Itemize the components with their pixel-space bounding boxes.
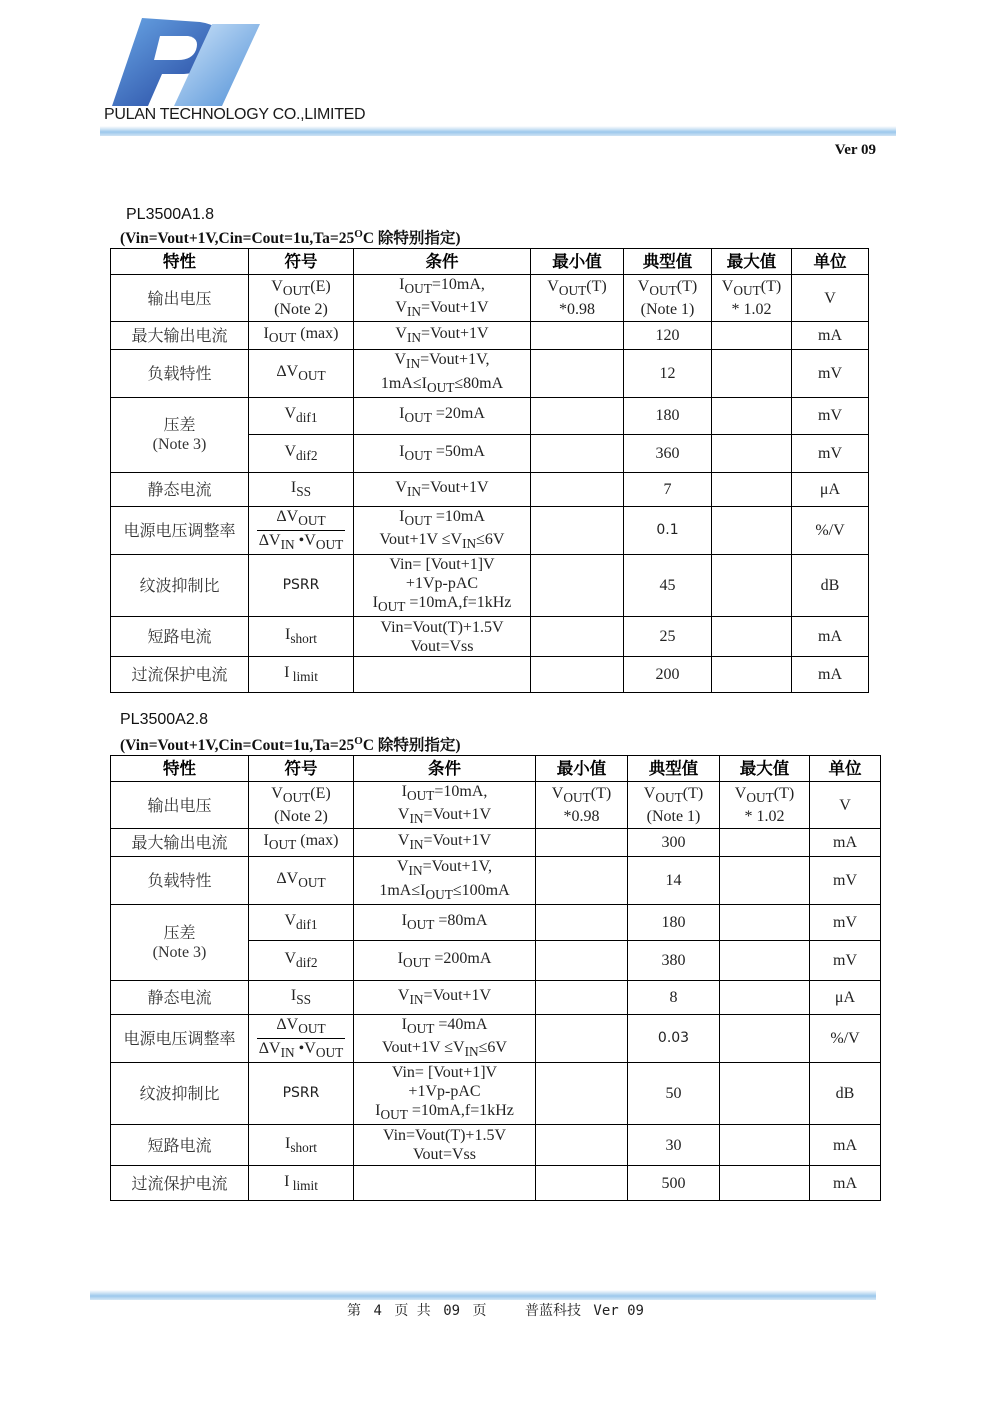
param-name: 输出电压 (111, 275, 249, 322)
typ-value: 180 (628, 904, 720, 940)
col-header: 单位 (810, 756, 881, 782)
min-value: $V_{OUT}(T)$ *0.98 (536, 782, 628, 829)
table-row (111, 350, 869, 397)
min-value (536, 904, 628, 940)
param-name: 负载特性 (111, 857, 249, 904)
col-header: 典型值 (624, 249, 712, 275)
condition: Vin=Vout(T)+1.5V Vout=Vss (354, 617, 531, 657)
condition: Vin= [Vout+1]V +1Vp-pAC $I_{OUT} =10mA,f=1kHz$ (354, 1063, 536, 1125)
param-name: 短路电流 (111, 1125, 249, 1166)
min-value (531, 434, 624, 472)
unit: %/V (810, 1014, 881, 1062)
table-row (111, 657, 869, 693)
max-value (712, 434, 792, 472)
col-header: 符号 (249, 756, 354, 782)
col-header: 单位 (792, 249, 869, 275)
min-value (536, 857, 628, 904)
table-row (111, 1063, 881, 1125)
typ-value: 50 (628, 1063, 720, 1125)
fraction: $\frac{\Delta V_{OUT}}{\Delta V_{IN} •V_{OUT}}$ (258, 1015, 344, 1061)
table-row (111, 980, 881, 1014)
param-name: 压差 (Note 3) (111, 397, 249, 472)
min-value (536, 1014, 628, 1062)
typ-value: 30 (628, 1125, 720, 1166)
condition: $V_{IN}=Vout+1V$, $1mA\le I_{OUT}\le 100mA$ (354, 857, 536, 904)
symbol: $I_{SS}$ (249, 980, 354, 1014)
param-name: 短路电流 (111, 617, 249, 657)
param-name: 过流保护电流 (111, 1166, 249, 1201)
typ-value: 500 (628, 1166, 720, 1201)
max-value (712, 657, 792, 693)
unit: mV (810, 904, 881, 940)
typ-value: 7 (624, 472, 712, 506)
col-header: 最大值 (712, 249, 792, 275)
symbol: $V_{dif1}$ (249, 397, 354, 434)
typ-value: 0.03 (628, 1014, 720, 1062)
table-row (111, 617, 869, 657)
condition: $V_{IN}=Vout+1V$ (354, 472, 531, 506)
param-name: 最大输出电流 (111, 829, 249, 857)
typ-value: 180 (624, 397, 712, 434)
col-header: 最小值 (536, 756, 628, 782)
unit: mA (792, 657, 869, 693)
min-value (531, 472, 624, 506)
condition (354, 1166, 536, 1201)
symbol (249, 506, 354, 554)
model-title-2: PL3500A2.8 (120, 711, 209, 728)
col-header: 最大值 (720, 756, 810, 782)
condition: $V_{IN}=Vout+1V$ (354, 322, 531, 350)
symbol: PSRR (249, 1063, 354, 1125)
typ-value: 360 (624, 434, 712, 472)
min-value (531, 555, 624, 617)
min-value (531, 397, 624, 434)
table-row (111, 1125, 881, 1166)
condition: $I_{OUT} =40mA$ Vout+1V $\le V_{IN}\le 6V$ (354, 1014, 536, 1062)
condition: $V_{IN}=Vout+1V$, $1mA\le I_{OUT}\le 80mA$ (354, 350, 531, 397)
unit: μA (792, 472, 869, 506)
min-value (531, 322, 624, 350)
unit: mV (792, 350, 869, 397)
min-value (536, 1125, 628, 1166)
col-header: 特性 (111, 249, 249, 275)
min-value (531, 617, 624, 657)
typ-value: 12 (624, 350, 712, 397)
footer-version: Ver 09 (593, 1303, 644, 1319)
param-name: 负载特性 (111, 350, 249, 397)
symbol: $\Delta V_{OUT}$ (249, 857, 354, 904)
max-value (712, 322, 792, 350)
fraction: $\frac{\Delta V_{OUT}}{\Delta V_{IN} •V_{OUT}}$ (258, 507, 344, 553)
unit: mV (810, 940, 881, 980)
min-value (536, 1166, 628, 1201)
symbol (249, 1014, 354, 1062)
symbol: $I_{OUT}$ (max) (249, 322, 354, 350)
company-logo (104, 14, 264, 112)
header-rule (100, 126, 896, 136)
col-header: 条件 (354, 249, 531, 275)
footer-page-total: 09 (443, 1303, 461, 1319)
table-header-row (111, 756, 881, 782)
max-value (712, 472, 792, 506)
typ-value: 120 (624, 322, 712, 350)
max-value (712, 397, 792, 434)
col-header: 最小值 (531, 249, 624, 275)
max-value (720, 1014, 810, 1062)
typ-value: $V_{OUT}(T)$ (Note 1) (628, 782, 720, 829)
symbol: PSRR (249, 555, 354, 617)
condition: $V_{IN}=Vout+1V$ (354, 829, 536, 857)
symbol: $V_{dif1}$ (249, 904, 354, 940)
footer-page-prefix: 第 (347, 1303, 362, 1319)
table-row (111, 472, 869, 506)
max-value: $V_{OUT}(T)$ * 1.02 (712, 275, 792, 322)
min-value: $V_{OUT}(T)$ *0.98 (531, 275, 624, 322)
col-header: 典型值 (628, 756, 720, 782)
param-name: 压差 (Note 3) (111, 904, 249, 980)
max-value (720, 1125, 810, 1166)
symbol: $I_{short}$ (249, 617, 354, 657)
typ-value: 25 (624, 617, 712, 657)
table-row (111, 904, 881, 940)
symbol: $V_{OUT}(E)$ (Note 2) (249, 782, 354, 829)
param-name: 纹波抑制比 (111, 1063, 249, 1125)
table-row (111, 322, 869, 350)
param-name: 过流保护电流 (111, 657, 249, 693)
symbol: $V_{OUT}(E)$ (Note 2) (249, 275, 354, 322)
condition: $I_{OUT}=10mA$, $V_{IN}=Vout+1V$ (354, 782, 536, 829)
table-row (111, 1166, 881, 1201)
unit: mA (810, 1166, 881, 1201)
symbol: $I_{SS}$ (249, 472, 354, 506)
footer-page-mid: 页 共 (394, 1303, 431, 1319)
model-title-1: PL3500A1.8 (126, 206, 215, 223)
max-value: $V_{OUT}(T)$ * 1.02 (720, 782, 810, 829)
symbol: I $_{limit}$ (249, 1166, 354, 1201)
col-header: 条件 (354, 756, 536, 782)
footer-rule (90, 1290, 876, 1300)
table-row (111, 857, 881, 904)
min-value (536, 940, 628, 980)
min-value (536, 829, 628, 857)
symbol: $V_{dif2}$ (249, 940, 354, 980)
condition (354, 657, 531, 693)
table-row (111, 506, 869, 554)
footer-brand: 普蓝科技 (524, 1303, 581, 1319)
condition: $I_{OUT}=10mA$, $V_{IN}=Vout+1V$ (354, 275, 531, 322)
table-row (111, 397, 869, 434)
symbol: I $_{limit}$ (249, 657, 354, 693)
max-value (712, 506, 792, 554)
footer-page-suffix: 页 (472, 1303, 487, 1319)
condition: $I_{OUT} =200mA$ (354, 940, 536, 980)
param-name: 纹波抑制比 (111, 555, 249, 617)
max-value (720, 1166, 810, 1201)
typ-value: 200 (624, 657, 712, 693)
table-row (111, 275, 869, 322)
table-header-row (111, 249, 869, 275)
min-value (536, 980, 628, 1014)
unit: V (810, 782, 881, 829)
param-name: 静态电流 (111, 980, 249, 1014)
table-row (111, 829, 881, 857)
spec-table-2 (110, 755, 881, 1201)
unit: V (792, 275, 869, 322)
typ-value: 14 (628, 857, 720, 904)
test-condition-2: ($Vin=Vout+1V,Cin=Cout=1u,Ta=25^OC$ 除特别指定) (120, 734, 461, 754)
col-header: 特性 (111, 756, 249, 782)
max-value (712, 617, 792, 657)
unit: mA (810, 829, 881, 857)
symbol: $\Delta V_{OUT}$ (249, 350, 354, 397)
table-row (111, 782, 881, 829)
unit: mA (792, 322, 869, 350)
condition: $I_{OUT} =80mA$ (354, 904, 536, 940)
max-value (720, 940, 810, 980)
min-value (531, 506, 624, 554)
max-value (720, 1063, 810, 1125)
company-name: PULAN TECHNOLOGY CO.,LIMITED (104, 106, 366, 123)
param-name: 最大输出电流 (111, 322, 249, 350)
param-name: 输出电压 (111, 782, 249, 829)
condition: $I_{OUT} =10mA$ Vout+1V $\le V_{IN}\le 6V$ (354, 506, 531, 554)
param-name: 静态电流 (111, 472, 249, 506)
max-value (712, 555, 792, 617)
unit: mV (810, 857, 881, 904)
unit: mV (792, 397, 869, 434)
typ-value: 0.1 (624, 506, 712, 554)
max-value (720, 829, 810, 857)
unit: mA (810, 1125, 881, 1166)
unit: dB (810, 1063, 881, 1125)
unit: %/V (792, 506, 869, 554)
unit: μA (810, 980, 881, 1014)
typ-value: 8 (628, 980, 720, 1014)
spec-table-1 (110, 248, 869, 693)
typ-value: 300 (628, 829, 720, 857)
typ-value: $V_{OUT}(T)$ (Note 1) (624, 275, 712, 322)
condition: Vin=Vout(T)+1.5V Vout=Vss (354, 1125, 536, 1166)
min-value (531, 657, 624, 693)
condition: $I_{OUT} =50mA$ (354, 434, 531, 472)
max-value (720, 904, 810, 940)
col-header: 符号 (249, 249, 354, 275)
condition: Vin= [Vout+1]V +1Vp-pAC $I_{OUT} =10mA,f=1kHz$ (354, 555, 531, 617)
page-footer (0, 1300, 991, 1320)
param-name: 电源电压调整率 (111, 1014, 249, 1062)
condition: $V_{IN}=Vout+1V$ (354, 980, 536, 1014)
unit: mV (792, 434, 869, 472)
symbol: $I_{short}$ (249, 1125, 354, 1166)
max-value (720, 857, 810, 904)
min-value (531, 350, 624, 397)
table-row (111, 1014, 881, 1062)
typ-value: 380 (628, 940, 720, 980)
condition: $I_{OUT} =20mA$ (354, 397, 531, 434)
typ-value: 45 (624, 555, 712, 617)
symbol: $V_{dif2}$ (249, 434, 354, 472)
document-version: Ver 09 (834, 142, 876, 158)
footer-page-number: 4 (373, 1303, 382, 1319)
test-condition-1: ($Vin=Vout+1V,Cin=Cout=1u,Ta=25^OC$ 除特别指定) (120, 227, 461, 247)
symbol: $I_{OUT}$ (max) (249, 829, 354, 857)
unit: dB (792, 555, 869, 617)
max-value (712, 350, 792, 397)
param-name: 电源电压调整率 (111, 506, 249, 554)
table-row (111, 555, 869, 617)
unit: mA (792, 617, 869, 657)
min-value (536, 1063, 628, 1125)
max-value (720, 980, 810, 1014)
